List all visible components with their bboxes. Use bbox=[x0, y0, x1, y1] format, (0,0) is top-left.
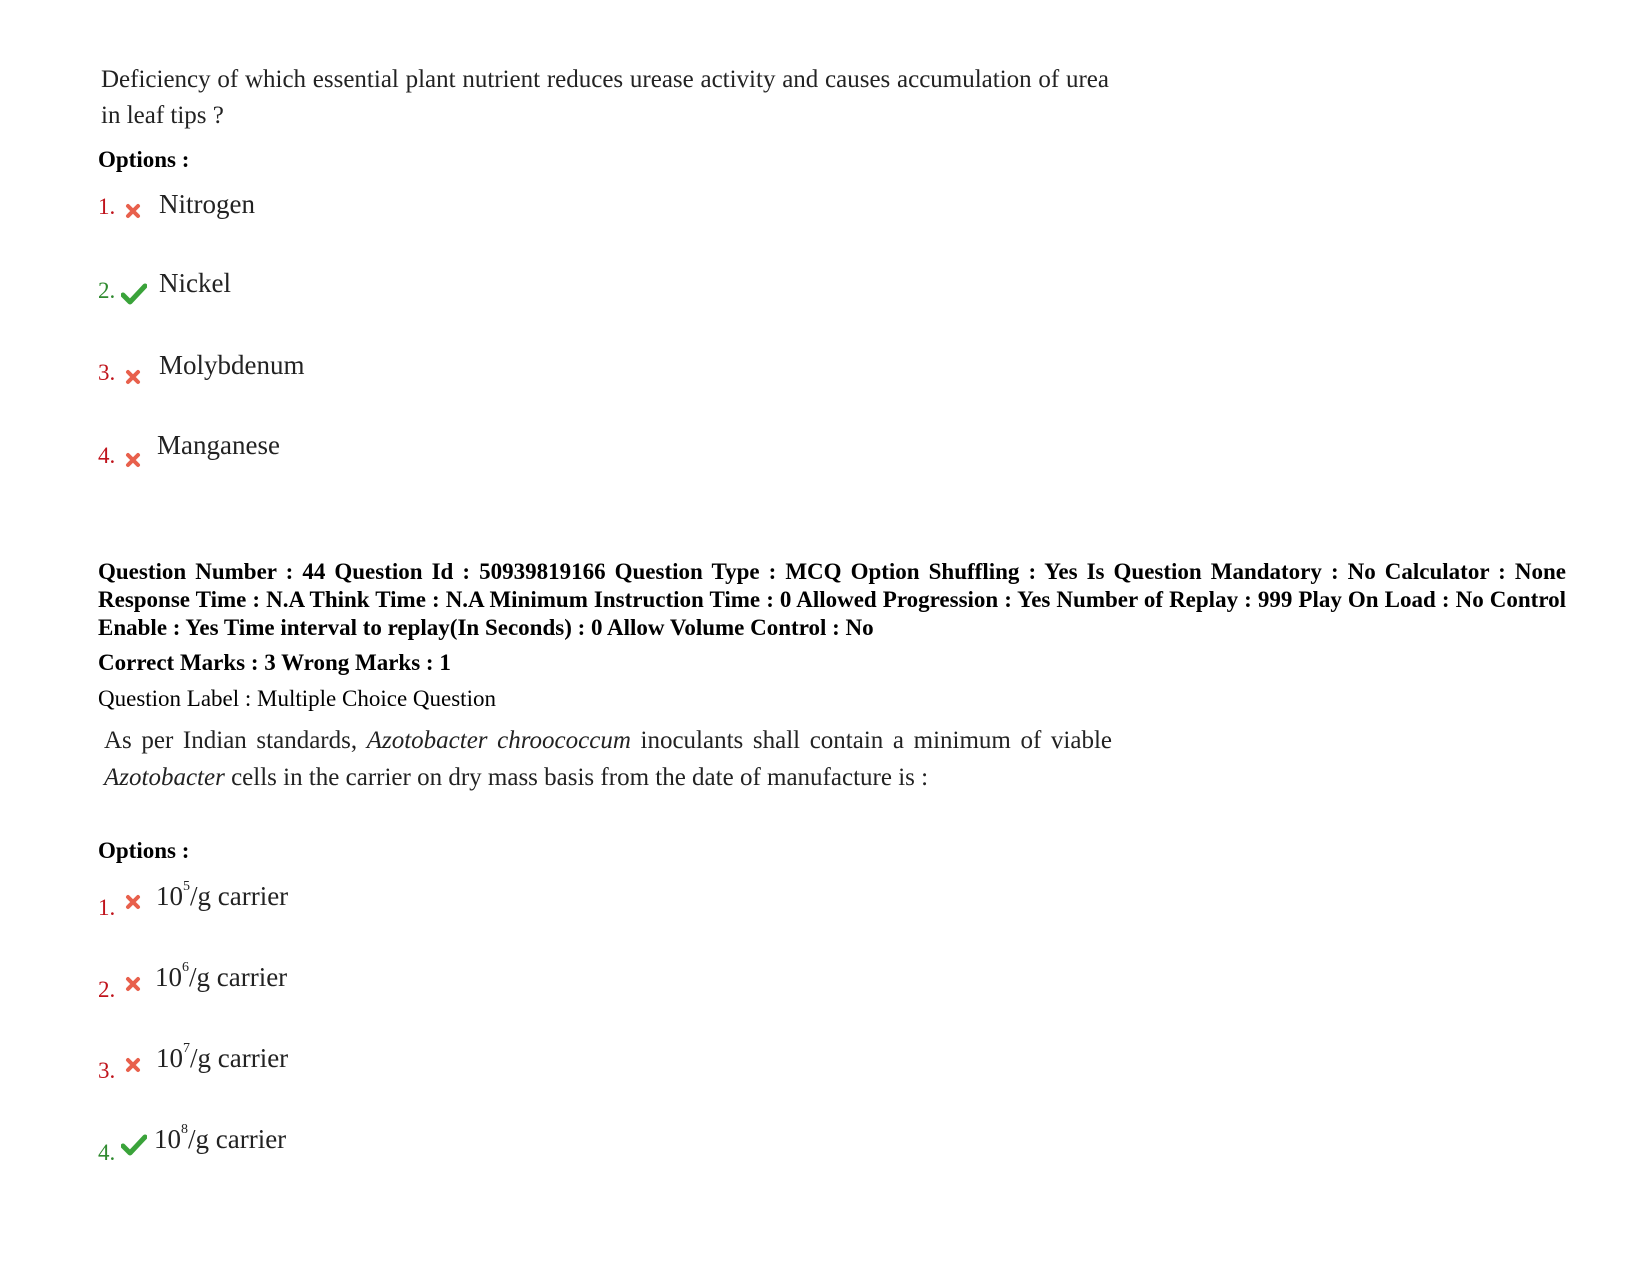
cross-icon bbox=[125, 1057, 141, 1078]
option-number: 2. bbox=[98, 977, 116, 1002]
option-item bbox=[98, 977, 115, 1003]
option-item bbox=[98, 278, 115, 304]
options-heading: Options : bbox=[98, 838, 190, 863]
option-number: 3. bbox=[98, 1058, 116, 1083]
option-item bbox=[98, 194, 115, 220]
cross-icon bbox=[125, 976, 141, 997]
cross-icon bbox=[125, 369, 141, 390]
option-number: 1. bbox=[98, 895, 116, 920]
option-item bbox=[98, 443, 115, 469]
option-item bbox=[98, 1140, 115, 1166]
check-icon bbox=[121, 1134, 147, 1161]
option-item bbox=[98, 1058, 115, 1084]
option-text: $10^5/g$ carrier bbox=[156, 879, 289, 911]
option-text: $10^8/g$ carrier bbox=[154, 1122, 287, 1154]
option-text: Nitrogen bbox=[159, 189, 255, 219]
option-text: $10^7/g$ carrier bbox=[156, 1041, 289, 1073]
options-heading: Options : bbox=[98, 147, 190, 172]
marks-line: Correct Marks : 3 Wrong Marks : 1 bbox=[98, 650, 451, 675]
check-icon bbox=[121, 283, 147, 310]
question-metadata: Question Number : 44 Question Id : 50939819166 Question Type : MCQ Option Shuffling : Yes Is Question Mandatory : No Calculator : None Response Time : N.A Think Time : N.A Minimum Instruction Time : 0 Allowed Progression : Yes Number of Replay : 999 Play On Load : No Control Enable : Yes Time interval to replay(In Seconds) : 0 Allow Volume Control : No bbox=[98, 559, 1566, 640]
cross-icon bbox=[125, 894, 141, 915]
question-text: Deficiency of which essential plant nutrient reduces urease activity and causes accumulation of urea in leaf tips ? bbox=[101, 66, 1109, 129]
option-text: $10^6/g$ carrier bbox=[155, 960, 288, 992]
option-number: 4. bbox=[98, 443, 116, 468]
option-number: 2. bbox=[98, 278, 116, 303]
cross-icon bbox=[125, 452, 141, 473]
option-number: 3. bbox=[98, 360, 116, 385]
option-number: 1. bbox=[98, 194, 116, 219]
option-number: 4. bbox=[98, 1140, 116, 1165]
question-label: Question Label : Multiple Choice Question bbox=[98, 686, 496, 711]
cross-icon bbox=[125, 203, 141, 224]
option-text: Manganese bbox=[157, 430, 280, 460]
option-item bbox=[98, 895, 115, 921]
option-text: Molybdenum bbox=[159, 350, 305, 380]
question-text: As per Indian standards, Azotobacter chroococcum inoculants shall contain a minimum of viable Azotobacter cells in the carrier on dry mass basis from the date of manufacture is : bbox=[104, 727, 1112, 791]
option-text: Nickel bbox=[159, 268, 231, 298]
option-item bbox=[98, 360, 115, 386]
